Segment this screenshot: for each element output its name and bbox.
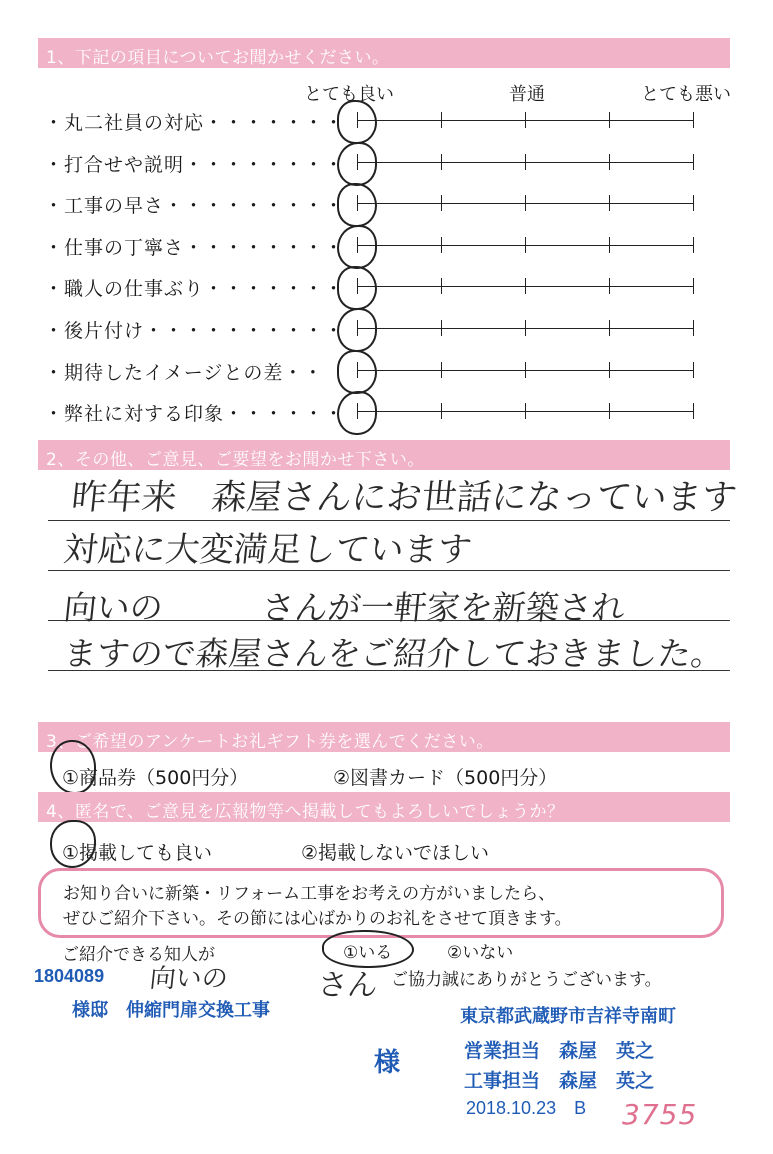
notice-line-2: ぜひご紹介下さい。その節には心ばかりのお礼をさせて頂きます。 bbox=[63, 909, 572, 929]
referral-option-yes[interactable]: ①いる bbox=[343, 943, 393, 963]
rating-item-label: ・工事の早さ・・・・・・・・・ bbox=[44, 195, 345, 218]
rating-tick-5[interactable] bbox=[693, 112, 694, 128]
section2-header bbox=[38, 440, 730, 470]
rating-tick-5[interactable] bbox=[693, 195, 694, 211]
rating-item-label: ・職人の仕事ぶり・・・・・・・ bbox=[44, 278, 345, 301]
section1-header bbox=[38, 38, 730, 68]
referral-option-no[interactable]: ②いない bbox=[447, 943, 514, 963]
publish-option-allow[interactable]: ①掲載しても良い bbox=[62, 842, 213, 864]
comment-line-1: 昨年来 森屋さんにお世話になっています bbox=[69, 478, 739, 518]
rating-tick-2[interactable] bbox=[441, 154, 442, 170]
selected-circle-mark bbox=[337, 391, 377, 435]
section1-title: 1、下記の項目についてお聞かせください。 bbox=[46, 48, 390, 68]
selected-circle-mark bbox=[50, 740, 96, 794]
date-code: 2018.10.23 B bbox=[466, 1098, 587, 1118]
selected-circle-mark bbox=[337, 308, 377, 352]
rating-tick-5[interactable] bbox=[693, 320, 694, 336]
rating-tick-2[interactable] bbox=[441, 403, 442, 419]
rating-tick-4[interactable] bbox=[609, 403, 610, 419]
selected-circle-mark bbox=[337, 100, 377, 144]
gift-option-giftcard[interactable]: ①商品券（500円分） bbox=[62, 767, 249, 789]
project-name: 様邸 伸縮門扉交換工事 bbox=[72, 1000, 270, 1020]
sales-rep: 営業担当 森屋 英之 bbox=[464, 1041, 655, 1062]
referral-question: ご紹介できる知人が bbox=[62, 945, 215, 965]
construction-rep: 工事担当 森屋 英之 bbox=[464, 1071, 655, 1092]
referral-handwritten-suffix: さん bbox=[315, 968, 380, 1003]
rating-tick-5[interactable] bbox=[693, 362, 694, 378]
rating-tick-5[interactable] bbox=[693, 278, 694, 294]
section4-title: 4、匿名で、ご意見を広報物等へ掲載してもよろしいでしょうか？ bbox=[46, 802, 565, 822]
rating-tick-4[interactable] bbox=[609, 320, 610, 336]
notice-line-1: お知り合いに新築・リフォーム工事をお考えの方がいましたら、 bbox=[63, 884, 556, 904]
rating-tick-4[interactable] bbox=[609, 112, 610, 128]
rating-tick-4[interactable] bbox=[609, 278, 610, 294]
rating-tick-3[interactable] bbox=[525, 278, 526, 294]
rating-tick-4[interactable] bbox=[609, 154, 610, 170]
comment-line-3: 向いの さんが一軒家を新築され bbox=[61, 588, 627, 627]
rating-tick-2[interactable] bbox=[441, 320, 442, 336]
rating-item-label: ・丸二社員の対応・・・・・・・ bbox=[44, 112, 345, 134]
rating-tick-3[interactable] bbox=[525, 362, 526, 378]
rating-item-label: ・期待したイメージとの差・・ bbox=[44, 361, 324, 384]
rating-tick-3[interactable] bbox=[525, 320, 526, 336]
rating-tick-3[interactable] bbox=[525, 112, 526, 128]
rating-tick-4[interactable] bbox=[609, 237, 610, 253]
customer-honorific: 様 bbox=[374, 1047, 401, 1077]
publish-option-deny[interactable]: ②掲載しないでほしい bbox=[301, 842, 490, 864]
gift-option-bookcard[interactable]: ②図書カード（500円分） bbox=[333, 767, 558, 789]
company-address: 東京都武蔵野市吉祥寺南町 bbox=[460, 1006, 676, 1026]
comment-rule bbox=[48, 520, 730, 521]
rating-tick-3[interactable] bbox=[525, 195, 526, 211]
section3-title: 3、ご希望のアンケートお礼ギフト券を選んでください。 bbox=[46, 732, 494, 752]
rating-tick-2[interactable] bbox=[441, 195, 442, 211]
thanks-message: ご協力誠にありがとうございます。 bbox=[391, 970, 662, 990]
rating-tick-5[interactable] bbox=[693, 237, 694, 253]
referral-handwritten-name: 向いの bbox=[148, 964, 230, 994]
rating-item-label: ・打合せや説明・・・・・・・・ bbox=[44, 153, 345, 176]
selected-circle-mark bbox=[337, 350, 377, 394]
rating-tick-3[interactable] bbox=[525, 403, 526, 419]
scale-label-worst: とても悪い bbox=[641, 84, 731, 105]
section2-title: 2、その他、ご意見、ご要望をお聞かせ下さい。 bbox=[46, 450, 425, 470]
section3-header bbox=[38, 722, 730, 752]
rating-item-label: ・後片付け・・・・・・・・・・ bbox=[44, 320, 345, 342]
comment-line-2: 対応に大変満足しています bbox=[61, 530, 474, 570]
selected-circle-mark bbox=[337, 142, 377, 186]
scale-label-normal: 普通 bbox=[509, 84, 545, 105]
referral-notice-box bbox=[38, 868, 724, 938]
selected-circle-mark bbox=[337, 183, 377, 227]
rating-tick-2[interactable] bbox=[441, 237, 442, 253]
rating-tick-3[interactable] bbox=[525, 237, 526, 253]
rating-tick-2[interactable] bbox=[441, 112, 442, 128]
selected-circle-mark bbox=[337, 266, 377, 310]
rating-tick-4[interactable] bbox=[609, 195, 610, 211]
comment-line-4: ますので森屋さんをご紹介しておきました。 bbox=[61, 634, 726, 673]
rating-item-label: ・仕事の丁寧さ・・・・・・・・ bbox=[44, 236, 345, 259]
section4-header bbox=[38, 792, 730, 822]
selected-circle-mark bbox=[337, 225, 377, 269]
rating-tick-3[interactable] bbox=[525, 154, 526, 170]
rating-tick-5[interactable] bbox=[693, 403, 694, 419]
rating-tick-2[interactable] bbox=[441, 362, 442, 378]
handwritten-number: 3755 bbox=[622, 1098, 698, 1131]
rating-tick-5[interactable] bbox=[693, 154, 694, 170]
customer-number: 1804089 bbox=[34, 966, 105, 986]
rating-tick-4[interactable] bbox=[609, 362, 610, 378]
rating-tick-2[interactable] bbox=[441, 278, 442, 294]
rating-item-label: ・弊社に対する印象・・・・・・ bbox=[44, 403, 345, 426]
scale-label-best: とても良い bbox=[304, 84, 394, 105]
